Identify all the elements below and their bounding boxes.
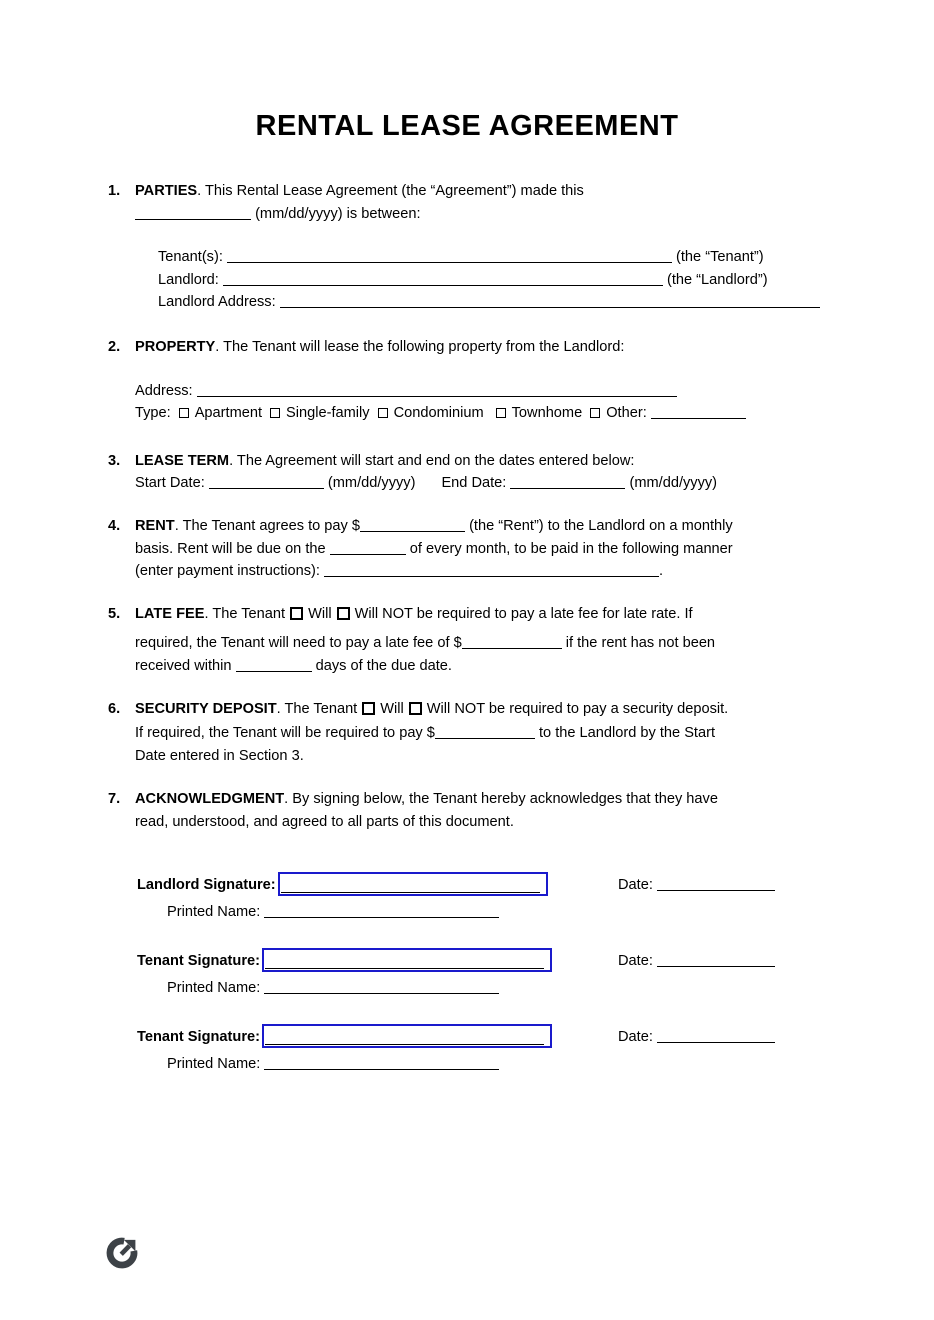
section-heading: SECURITY DEPOSIT (135, 700, 277, 717)
rent-due-day-blank (330, 542, 406, 555)
late-fee-will-label: Will (308, 605, 332, 622)
tenant-signature-input-1[interactable] (262, 948, 552, 972)
landlord-signature-group (137, 871, 828, 924)
tenant-suffix: (the “Tenant”) (676, 249, 764, 266)
section-number: 7. (108, 791, 121, 808)
rent-text-3: basis. Rent will be due on the (135, 540, 326, 557)
landlord-date-blank (657, 878, 775, 891)
late-fee-text-5: received within (135, 657, 232, 674)
section-security-deposit (108, 698, 828, 768)
rent-amount-blank (360, 519, 465, 532)
tenant-printed-name-blank-2 (264, 1057, 499, 1070)
section-number: 2. (108, 338, 121, 355)
agreement-date-blank (135, 207, 251, 220)
end-date-label: End Date: (441, 475, 507, 492)
page-title: RENTAL LEASE AGREEMENT (255, 110, 679, 142)
checkbox-apartment (179, 408, 189, 418)
section-heading: LATE FEE (135, 605, 205, 622)
acknowledgment-text-2: read, understood, and agreed to all parts of this document. (135, 813, 514, 830)
late-fee-will-checkbox[interactable] (290, 607, 303, 620)
type-label: Type: (135, 405, 171, 422)
section-property (108, 336, 828, 425)
checkbox-condominium (378, 408, 388, 418)
deposit-text-4: to the Landlord by the Start (538, 725, 716, 742)
tenant-signature-group-2 (137, 1023, 828, 1076)
deposit-text-3: If required, the Tenant will be required to pay $ (135, 725, 435, 742)
late-fee-text-2: Will NOT be required to pay a late fee for late rate. If (354, 605, 693, 622)
rent-text-1: . The Tenant agrees to pay $ (174, 517, 360, 534)
late-fee-will-not-checkbox[interactable] (337, 607, 350, 620)
tenant-signature-group-1 (137, 947, 828, 1000)
section-heading: LEASE TERM (135, 452, 230, 469)
option-apartment: Apartment (194, 405, 263, 422)
signature-line (265, 1044, 544, 1045)
late-fee-text-3: required, the Tenant will need to pay a late fee of $ (135, 635, 462, 652)
tenant-date-blank-2 (657, 1030, 775, 1043)
start-date-format: (mm/dd/yyyy) (327, 475, 416, 492)
section-number: 1. (108, 183, 121, 199)
start-date-blank (209, 476, 324, 489)
checkbox-townhome (496, 408, 506, 418)
checkbox-single-family (270, 408, 280, 418)
signature-line (281, 892, 540, 893)
section-acknowledgment (108, 788, 828, 833)
checkbox-other (590, 408, 600, 418)
document-page (0, 111, 934, 1075)
section-heading: PROPERTY (135, 338, 216, 355)
option-other-label: Other: (606, 405, 647, 422)
tenant-name-blank (227, 250, 672, 263)
signature-line (265, 968, 544, 969)
rent-text-2: (the “Rent”) to the Landlord on a monthly (469, 517, 733, 534)
rent-text-5: (enter payment instructions): (135, 563, 320, 580)
tenant-printed-name-blank-1 (264, 981, 499, 994)
property-address-blank (197, 384, 677, 397)
landlord-signature-input[interactable] (278, 872, 548, 896)
other-type-blank (651, 406, 746, 419)
printed-name-label: Printed Name: (167, 980, 261, 997)
section-number: 5. (108, 605, 121, 622)
date-label: Date: (618, 877, 653, 894)
landlord-name-blank (223, 273, 663, 286)
property-text: . The Tenant will lease the following property from the Landlord: (215, 338, 625, 355)
deposit-text-1: . The Tenant (276, 700, 358, 717)
lease-term-text: . The Agreement will start and end on the dates entered below: (229, 452, 635, 469)
parties-fields (158, 246, 828, 314)
landlord-signature-label: Landlord Signature: (137, 877, 276, 894)
section-heading: ACKNOWLEDGMENT (135, 791, 285, 808)
printed-name-label: Printed Name: (167, 904, 261, 921)
late-fee-text-4: if the rent has not been (565, 635, 716, 652)
section-parties (108, 180, 828, 314)
tenant-date-blank-1 (657, 954, 775, 967)
tenant-signature-input-2[interactable] (262, 1024, 552, 1048)
address-label: Address: (135, 382, 193, 399)
deposit-will-label: Will (380, 700, 404, 717)
end-date-blank (510, 476, 625, 489)
rent-text-6: . (659, 563, 664, 580)
signature-area (137, 871, 828, 1075)
circular-arrow-icon (104, 1233, 142, 1271)
option-townhome: Townhome (511, 405, 583, 422)
option-single-family: Single-family (286, 405, 370, 422)
tenant-signature-label: Tenant Signature: (137, 953, 260, 970)
deposit-amount-blank (435, 726, 535, 739)
section-late-fee (108, 603, 828, 678)
deposit-text-5: Date entered in Section 3. (135, 747, 304, 764)
date-label: Date: (618, 1028, 653, 1045)
section-number: 3. (108, 452, 121, 469)
section-number: 4. (108, 517, 121, 534)
deposit-will-not-checkbox[interactable] (409, 702, 422, 715)
parties-text: . This Rental Lease Agreement (the “Agreement”) made this (197, 183, 584, 199)
start-date-label: Start Date: (135, 475, 205, 492)
landlord-printed-name-blank (264, 905, 499, 918)
rent-text-4: of every month, to be paid in the following manner (409, 540, 733, 557)
option-condominium: Condominium (393, 405, 484, 422)
deposit-will-checkbox[interactable] (362, 702, 375, 715)
late-fee-days-blank (236, 659, 312, 672)
tenant-signature-label: Tenant Signature: (137, 1028, 260, 1045)
parties-text-2: (mm/dd/yyyy) is between: (255, 205, 421, 222)
section-lease-term (108, 450, 828, 495)
end-date-format: (mm/dd/yyyy) (629, 475, 718, 492)
late-fee-amount-blank (462, 636, 562, 649)
section-heading: PARTIES (135, 183, 198, 199)
acknowledgment-text-1: . By signing below, the Tenant hereby acknowledges that they have (284, 791, 718, 808)
section-rent (108, 515, 828, 583)
late-fee-text-1: . The Tenant (204, 605, 286, 622)
document-body (108, 180, 828, 1075)
late-fee-text-6: days of the due date. (315, 657, 452, 674)
section-heading: RENT (135, 517, 175, 534)
landlord-address-label: Landlord Address: (158, 294, 276, 311)
section-number: 6. (108, 700, 121, 717)
landlord-suffix: (the “Landlord”) (666, 271, 768, 288)
date-label: Date: (618, 953, 653, 970)
printed-name-label: Printed Name: (167, 1055, 261, 1072)
tenant-label: Tenant(s): (158, 249, 223, 266)
deposit-text-2: Will NOT be required to pay a security deposit. (426, 700, 729, 717)
payment-instructions-blank (324, 564, 659, 577)
landlord-address-blank (280, 295, 820, 308)
landlord-label: Landlord: (158, 271, 219, 288)
